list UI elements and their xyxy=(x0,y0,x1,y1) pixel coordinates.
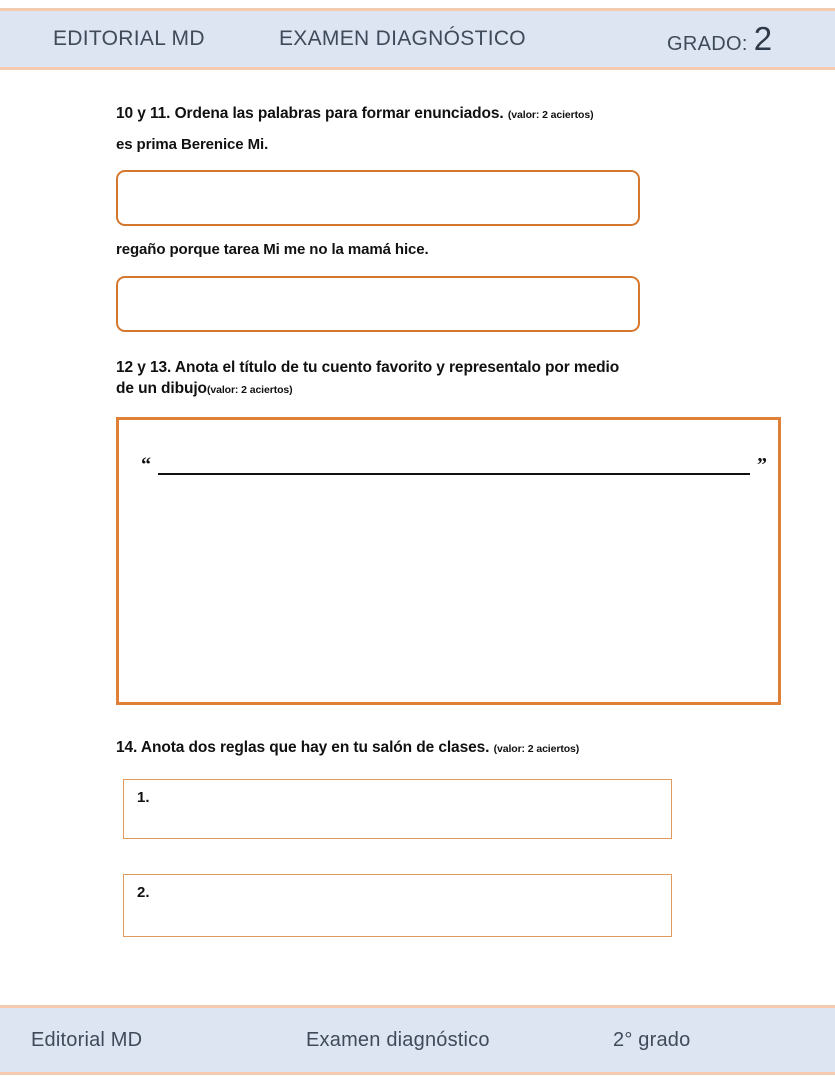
question-14-answer-box-2[interactable] xyxy=(123,874,672,937)
question-11-sentence: regaño porque tarea Mi me no la mamá hice. xyxy=(116,241,429,258)
question-12-13-prompt-line2: de un dibujo xyxy=(116,379,207,397)
question-14-prompt xyxy=(116,738,579,759)
question-12-13-drawing-box[interactable] xyxy=(116,417,781,705)
opening-quote-icon: “ xyxy=(141,454,151,476)
question-14-prompt-text: 14. Anota dos reglas que hay en tu salón de clases. xyxy=(116,739,490,756)
footer-grade: 2° grado xyxy=(613,1029,691,1051)
exam-sheet xyxy=(0,70,835,1005)
question-14-value: (valor: 2 aciertos) xyxy=(493,743,580,755)
question-12-13-prompt xyxy=(116,358,776,400)
question-14-item-2-number: 2. xyxy=(137,884,150,901)
question-10-answer-box[interactable] xyxy=(116,170,640,226)
story-title-underline xyxy=(158,473,750,475)
header-grade-label: GRADO: xyxy=(667,33,748,55)
story-title-field[interactable] xyxy=(141,455,767,475)
header-editorial-name: EDITORIAL MD xyxy=(53,27,205,50)
page-header xyxy=(0,8,835,70)
question-11-answer-box[interactable] xyxy=(116,276,640,332)
question-14-answer-box-1[interactable] xyxy=(123,779,672,839)
question-10-11-prompt xyxy=(116,104,594,125)
question-12-13-prompt-line1: 12 y 13. Anota el título de tu cuento favorito y representalo por medio xyxy=(116,359,620,376)
question-10-11-value: (valor: 2 aciertos) xyxy=(507,109,594,121)
question-10-11-prompt-text: 10 y 11. Ordena las palabras para formar enunciados. xyxy=(116,105,504,122)
header-grade-value: 2 xyxy=(753,20,773,57)
question-10-sentence: es prima Berenice Mi. xyxy=(116,136,269,153)
closing-quote-icon: ” xyxy=(757,454,767,476)
header-grade xyxy=(667,22,772,56)
footer-exam-title: Examen diagnóstico xyxy=(306,1029,490,1051)
question-14-item-1-number: 1. xyxy=(137,789,150,806)
question-12-13-value: (valor: 2 aciertos) xyxy=(206,383,293,396)
footer-editorial-name: Editorial MD xyxy=(31,1029,143,1051)
page-footer xyxy=(0,1005,835,1075)
header-exam-title: EXAMEN DIAGNÓSTICO xyxy=(279,27,526,50)
